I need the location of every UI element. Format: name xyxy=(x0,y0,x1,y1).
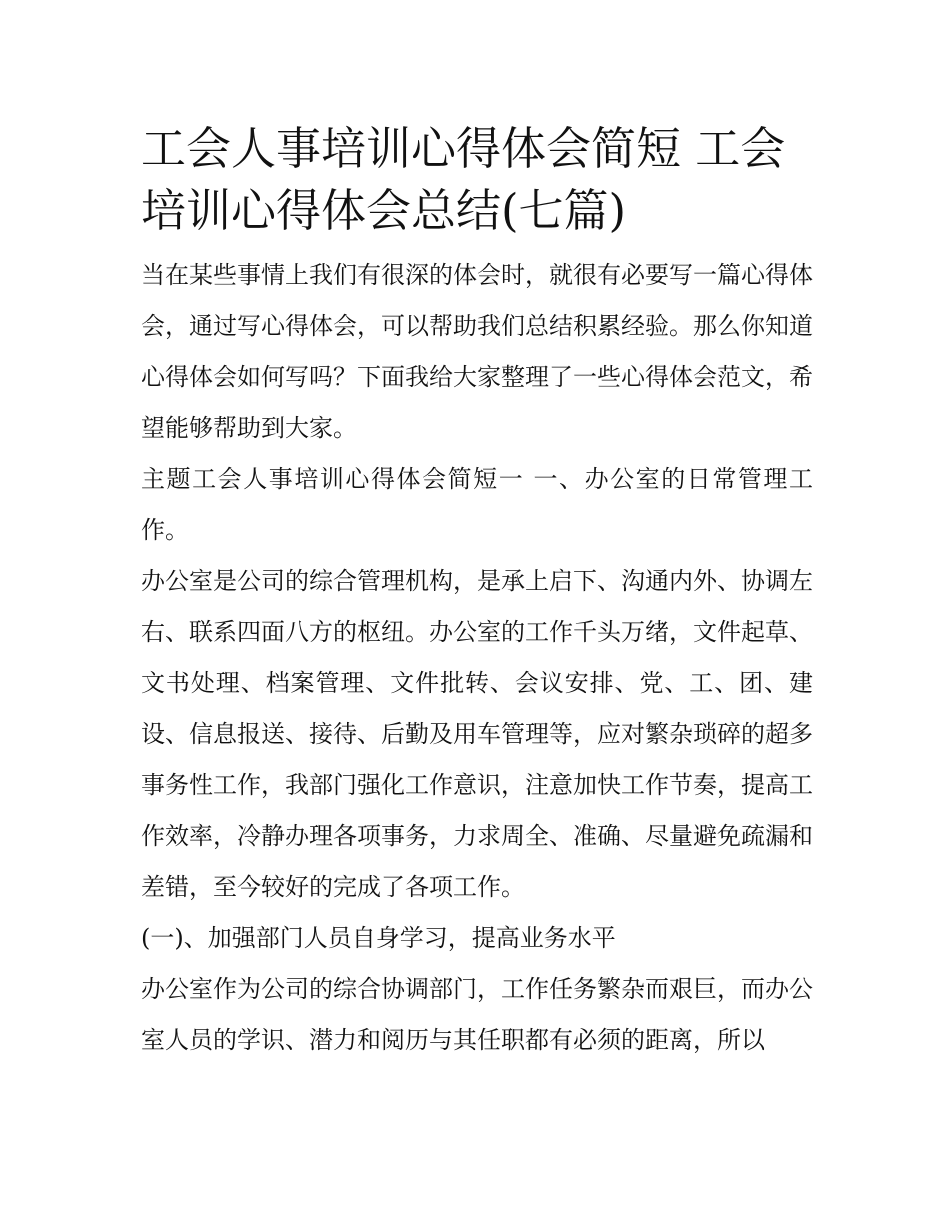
document-body xyxy=(141,118,813,1066)
paragraph-office-duties: 办公室是公司的综合管理机构，是承上启下、沟通内外、协调左右、联系四面八方的枢纽。办公室的工作千头万绪，文件起草、文书处理、档案管理、文件批转、会议安排、党、工、团、建设、信息报送、接待、后勤及用车管理等，应对繁杂琐碎的超多事务性工作，我部门强化工作意识，注意加快工作节奏，提高工作效率，冷静办理各项事务，力求周全、准确、尽量避免疏漏和差错，至今较好的完成了各项工作。 xyxy=(141,567,813,901)
document-title: 工会人事培训心得体会简短 工会培训心得体会总结(七篇) xyxy=(141,122,786,237)
paragraph-subheading: (一)、加强部门人员自身学习，提高业务水平 xyxy=(141,924,616,952)
paragraph-section-heading: 主题工会人事培训心得体会简短一 一、办公室的日常管理工作。 xyxy=(141,465,813,544)
paragraph-office-role: 办公室作为公司的综合协调部门，工作任务繁杂而艰巨，而办公室人员的学识、潜力和阅历与其任职都有必须的距离，所以 xyxy=(141,975,813,1054)
paragraph-intro: 当在某些事情上我们有很深的体会时，就很有必要写一篇心得体会，通过写心得体会，可以帮助我们总结积累经验。那么你知道心得体会如何写吗？下面我给大家整理了一些心得体会范文，希望能够帮助到大家。 xyxy=(141,261,813,442)
